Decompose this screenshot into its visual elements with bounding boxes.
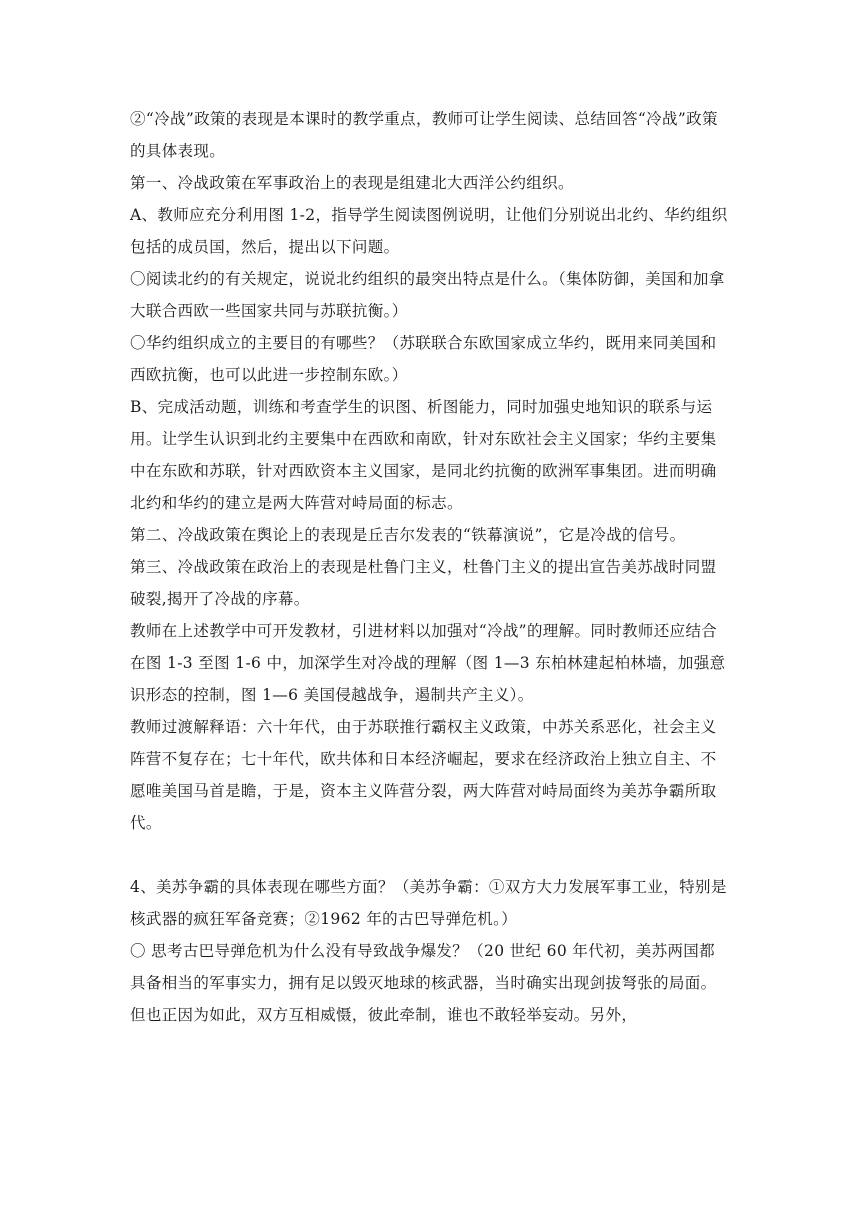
paragraph-first-military-nato: 第一、冷战政策在军事政治上的表现是组建北大西洋公约组织。 [130, 174, 574, 192]
paragraph-second-iron-curtain: 第二、冷战政策在舆论上的表现是丘吉尔发表的“铁幕演说”，它是冷战的信号。 [130, 526, 686, 544]
paragraph-third-truman-doctrine: 第三、冷战政策在政治上的表现是杜鲁门主义，杜鲁门主义的提出宣告美苏战时同盟破裂,揭开了冷战的序幕。 [130, 558, 717, 608]
document-body [130, 103, 730, 1031]
paragraph-warsaw-pact-question: 〇华约组织成立的主要目的有哪些？（苏联联合东欧国家成立华约，既用来同美国和西欧抗衡，也可以此进一步控制东欧。） [130, 334, 717, 384]
paragraph-4-us-soviet-rivalry: 4、美苏争霸的具体表现在哪些方面？（美苏争霸：①双方大力发展军事工业，特别是核武器的疯狂军备竞赛；②1962 年的古巴导弹危机。） [130, 878, 727, 928]
paragraph-b-activity: B、完成活动题，训练和考查学生的识图、析图能力，同时加强史地知识的联系与运用。让学生认识到北约主要集中在西欧和南欧，针对东欧社会主义国家；华约主要集中在东欧和苏联，针对西欧资本主义国家，是同北约抗衡的欧洲军事集团。进而明确北约和华约的建立是两大阵营对峙局面的标志。 [130, 398, 717, 512]
paragraph-cuban-missile-crisis: 〇 思考古巴导弹危机为什么没有导致战争爆发？（20 世纪 60 年代初，美苏两国都具备相当的军事实力，拥有足以毁灭地球的核武器，当时确实出现剑拔弩张的局面。但也正因为如此，双方互相威慑，彼此牵制，谁也不敢轻举妄动。另外， [130, 942, 717, 1024]
paragraph-teacher-materials: 教师在上述教学中可开发教材，引进材料以加强对“冷战”的理解。同时教师还应结合在图 1-3 至图 1-6 中，加深学生对冷战的理解（图 1—3 东柏林建起柏林墙，加强意识形态的控制，图 1—6 美国侵越战争，遏制共产主义）。 [130, 622, 726, 704]
blank-line [130, 839, 730, 871]
paragraph-teacher-transition: 教师过渡解释语：六十年代，由于苏联推行霸权主义政策，中苏关系恶化，社会主义阵营不复存在；七十年代，欧共体和日本经济崛起，要求在经济政治上独立自主、不愿唯美国马首是瞻，于是，资本主义阵营分裂，两大阵营对峙局面终为美苏争霸所取代。 [130, 718, 717, 832]
paragraph-a-figure-1-2: A、教师应充分利用图 1-2，指导学生阅读图例说明，让他们分别说出北约、华约组织包括的成员国，然后，提出以下问题。 [130, 206, 728, 256]
paragraph-cold-war-policy-focus: ②“冷战”政策的表现是本课时的教学重点，教师可让学生阅读、总结回答“冷战”政策的具体表现。 [130, 110, 718, 160]
paragraph-nato-question: 〇阅读北约的有关规定，说说北约组织的最突出特点是什么。（集体防御，美国和加拿大联合西欧一些国家共同与苏联抗衡。） [130, 270, 725, 320]
